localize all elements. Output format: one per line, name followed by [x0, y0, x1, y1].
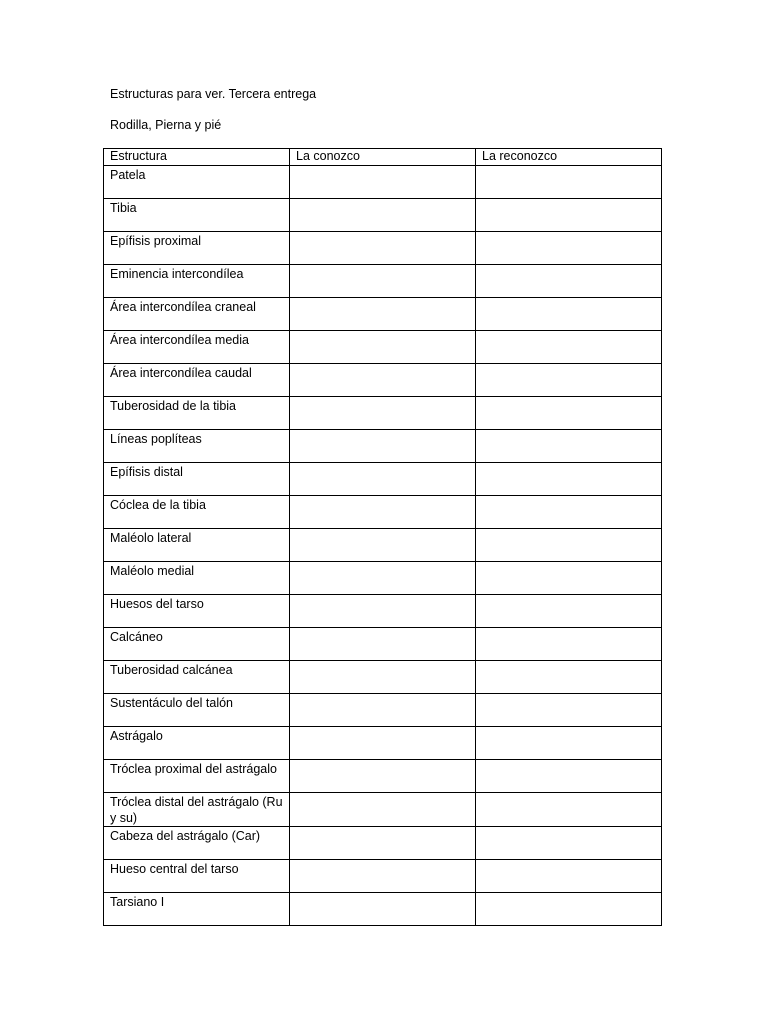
- structure-name-cell: Tibia: [104, 199, 290, 232]
- la-conozco-cell[interactable]: [290, 298, 476, 331]
- la-reconozco-cell[interactable]: [476, 760, 662, 793]
- column-header-estructura: Estructura: [104, 149, 290, 166]
- la-reconozco-cell[interactable]: [476, 529, 662, 562]
- table-header-row: [104, 149, 662, 166]
- la-reconozco-cell[interactable]: [476, 397, 662, 430]
- structure-name-cell: Hueso central del tarso: [104, 860, 290, 893]
- la-reconozco-cell[interactable]: [476, 232, 662, 265]
- table-row: [104, 661, 662, 694]
- structure-name-cell: Calcáneo: [104, 628, 290, 661]
- structure-name-cell: Maléolo lateral: [104, 529, 290, 562]
- table-row: [104, 893, 662, 926]
- table-row: [104, 727, 662, 760]
- la-reconozco-cell[interactable]: [476, 463, 662, 496]
- table-row: [104, 793, 662, 827]
- structure-name-cell: Cóclea de la tibia: [104, 496, 290, 529]
- table-row: [104, 496, 662, 529]
- table-row: [104, 562, 662, 595]
- structure-name-cell: Epífisis distal: [104, 463, 290, 496]
- la-conozco-cell[interactable]: [290, 661, 476, 694]
- table-row: [104, 860, 662, 893]
- la-conozco-cell[interactable]: [290, 496, 476, 529]
- table-row: [104, 364, 662, 397]
- table-row: [104, 331, 662, 364]
- la-reconozco-cell[interactable]: [476, 628, 662, 661]
- structure-name-cell: Epífisis proximal: [104, 232, 290, 265]
- table-row: [104, 463, 662, 496]
- la-reconozco-cell[interactable]: [476, 860, 662, 893]
- table-row: [104, 199, 662, 232]
- la-conozco-cell[interactable]: [290, 199, 476, 232]
- structure-name-cell: Cabeza del astrágalo (Car): [104, 827, 290, 860]
- structure-name-cell: Tróclea distal del astrágalo (Ru y su): [104, 793, 290, 827]
- table-row: [104, 232, 662, 265]
- la-reconozco-cell[interactable]: [476, 364, 662, 397]
- la-conozco-cell[interactable]: [290, 827, 476, 860]
- table-body: [104, 166, 662, 926]
- la-reconozco-cell[interactable]: [476, 793, 662, 827]
- structure-name-cell: Líneas poplíteas: [104, 430, 290, 463]
- la-conozco-cell[interactable]: [290, 463, 476, 496]
- table-row: [104, 760, 662, 793]
- table-row: [104, 595, 662, 628]
- column-header-la-conozco: La conozco: [290, 149, 476, 166]
- table-row: [104, 298, 662, 331]
- document-subtitle: Rodilla, Pierna y pié: [110, 118, 222, 132]
- la-conozco-cell[interactable]: [290, 595, 476, 628]
- la-reconozco-cell[interactable]: [476, 893, 662, 926]
- la-conozco-cell[interactable]: [290, 529, 476, 562]
- la-reconozco-cell[interactable]: [476, 496, 662, 529]
- la-conozco-cell[interactable]: [290, 694, 476, 727]
- la-reconozco-cell[interactable]: [476, 199, 662, 232]
- column-header-la-reconozco: La reconozco: [476, 149, 662, 166]
- la-reconozco-cell[interactable]: [476, 694, 662, 727]
- la-conozco-cell[interactable]: [290, 793, 476, 827]
- la-conozco-cell[interactable]: [290, 628, 476, 661]
- structure-name-cell: Área intercondílea media: [104, 331, 290, 364]
- la-conozco-cell[interactable]: [290, 562, 476, 595]
- table-row: [104, 628, 662, 661]
- table-row: [104, 827, 662, 860]
- table-row: [104, 529, 662, 562]
- la-reconozco-cell[interactable]: [476, 430, 662, 463]
- table-row: [104, 166, 662, 199]
- la-conozco-cell[interactable]: [290, 727, 476, 760]
- structures-table: [103, 148, 662, 926]
- table-row: [104, 265, 662, 298]
- structure-name-cell: Huesos del tarso: [104, 595, 290, 628]
- la-reconozco-cell[interactable]: [476, 265, 662, 298]
- structure-name-cell: Área intercondílea craneal: [104, 298, 290, 331]
- document-title: Estructuras para ver. Tercera entrega: [110, 87, 317, 101]
- la-conozco-cell[interactable]: [290, 760, 476, 793]
- table-row: [104, 694, 662, 727]
- la-reconozco-cell[interactable]: [476, 166, 662, 199]
- structure-name-cell: Área intercondílea caudal: [104, 364, 290, 397]
- structure-name-cell: Tuberosidad calcánea: [104, 661, 290, 694]
- la-reconozco-cell[interactable]: [476, 298, 662, 331]
- structure-name-cell: Maléolo medial: [104, 562, 290, 595]
- la-conozco-cell[interactable]: [290, 893, 476, 926]
- la-reconozco-cell[interactable]: [476, 595, 662, 628]
- structure-name-cell: Patela: [104, 166, 290, 199]
- la-conozco-cell[interactable]: [290, 166, 476, 199]
- la-conozco-cell[interactable]: [290, 364, 476, 397]
- structure-name-cell: Tarsiano I: [104, 893, 290, 926]
- la-reconozco-cell[interactable]: [476, 331, 662, 364]
- la-conozco-cell[interactable]: [290, 331, 476, 364]
- la-conozco-cell[interactable]: [290, 397, 476, 430]
- la-conozco-cell[interactable]: [290, 860, 476, 893]
- table-row: [104, 430, 662, 463]
- la-conozco-cell[interactable]: [290, 265, 476, 298]
- table-row: [104, 397, 662, 430]
- structure-name-cell: Sustentáculo del talón: [104, 694, 290, 727]
- la-reconozco-cell[interactable]: [476, 661, 662, 694]
- la-conozco-cell[interactable]: [290, 430, 476, 463]
- la-conozco-cell[interactable]: [290, 232, 476, 265]
- structure-name-cell: Eminencia intercondílea: [104, 265, 290, 298]
- la-reconozco-cell[interactable]: [476, 562, 662, 595]
- la-reconozco-cell[interactable]: [476, 727, 662, 760]
- structure-name-cell: Tróclea proximal del astrágalo: [104, 760, 290, 793]
- la-reconozco-cell[interactable]: [476, 827, 662, 860]
- structure-name-cell: Astrágalo: [104, 727, 290, 760]
- structure-name-cell: Tuberosidad de la tibia: [104, 397, 290, 430]
